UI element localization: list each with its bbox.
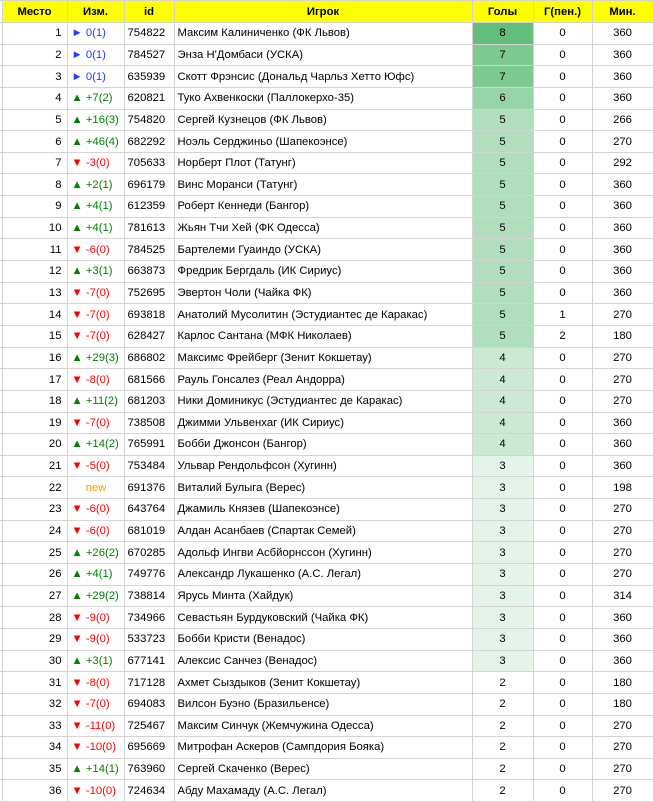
cell-id[interactable]: 724634 <box>124 780 174 802</box>
cell-player[interactable]: Алдан Асанбаев (Спартак Семей) <box>174 520 472 542</box>
cell-minutes[interactable]: 360 <box>592 196 653 218</box>
cell-place[interactable]: 16 <box>2 347 67 369</box>
cell-minutes[interactable]: 360 <box>592 23 653 45</box>
cell-goals[interactable]: 3 <box>472 455 533 477</box>
header-player[interactable]: Игрок <box>174 1 472 23</box>
cell-id[interactable]: 738814 <box>124 585 174 607</box>
cell-change[interactable]: ▼ -8(0) <box>67 672 124 694</box>
cell-minutes[interactable]: 270 <box>592 542 653 564</box>
cell-change[interactable]: ▼ -11(0) <box>67 715 124 737</box>
cell-player[interactable]: Сергей Кузнецов (ФК Львов) <box>174 109 472 131</box>
cell-penalties[interactable]: 0 <box>533 369 592 391</box>
cell-minutes[interactable]: 360 <box>592 261 653 283</box>
cell-id[interactable]: 686802 <box>124 347 174 369</box>
cell-player[interactable]: Энза Н'Домбаси (УСКА) <box>174 44 472 66</box>
cell-minutes[interactable]: 360 <box>592 628 653 650</box>
cell-change[interactable]: ▲ +2(1) <box>67 174 124 196</box>
cell-minutes[interactable]: 198 <box>592 477 653 499</box>
cell-minutes[interactable]: 360 <box>592 607 653 629</box>
cell-player[interactable]: Максимс Фрейберг (Зенит Кокшетау) <box>174 347 472 369</box>
cell-id[interactable]: 784527 <box>124 44 174 66</box>
cell-penalties[interactable]: 0 <box>533 477 592 499</box>
cell-place[interactable]: 31 <box>2 672 67 694</box>
cell-player[interactable]: Абду Махамаду (А.С. Легал) <box>174 780 472 802</box>
table-row[interactable] <box>0 412 653 434</box>
cell-change[interactable]: ▼ -10(0) <box>67 780 124 802</box>
cell-change[interactable]: ▲ +14(1) <box>67 758 124 780</box>
cell-minutes[interactable]: 266 <box>592 109 653 131</box>
cell-id[interactable]: 705633 <box>124 152 174 174</box>
cell-change[interactable]: ▼ -3(0) <box>67 152 124 174</box>
table-row[interactable] <box>0 23 653 45</box>
table-row[interactable] <box>0 109 653 131</box>
cell-player[interactable]: Анатолий Мусолитин (Эстудиантес де Каракас) <box>174 304 472 326</box>
cell-change[interactable]: ▲ +7(2) <box>67 87 124 109</box>
table-row[interactable] <box>0 66 653 88</box>
cell-minutes[interactable]: 360 <box>592 239 653 261</box>
cell-place[interactable]: 21 <box>2 455 67 477</box>
cell-change[interactable]: ▼ -7(0) <box>67 412 124 434</box>
cell-id[interactable]: 620821 <box>124 87 174 109</box>
cell-goals[interactable]: 5 <box>472 152 533 174</box>
cell-id[interactable]: 725467 <box>124 715 174 737</box>
cell-id[interactable]: 781613 <box>124 217 174 239</box>
table-row[interactable] <box>0 499 653 521</box>
cell-penalties[interactable]: 0 <box>533 585 592 607</box>
cell-player[interactable]: Эвертон Чоли (Чайка ФК) <box>174 282 472 304</box>
cell-goals[interactable]: 4 <box>472 434 533 456</box>
cell-player[interactable]: Ноэль Серджиньо (Шапекоэнсе) <box>174 131 472 153</box>
cell-minutes[interactable]: 270 <box>592 499 653 521</box>
cell-minutes[interactable]: 360 <box>592 66 653 88</box>
cell-player[interactable]: Максим Калиниченко (ФК Львов) <box>174 23 472 45</box>
cell-minutes[interactable]: 270 <box>592 715 653 737</box>
cell-goals[interactable]: 5 <box>472 174 533 196</box>
cell-penalties[interactable]: 0 <box>533 715 592 737</box>
cell-id[interactable]: 734966 <box>124 607 174 629</box>
cell-change[interactable]: ► 0(1) <box>67 44 124 66</box>
cell-place[interactable]: 36 <box>2 780 67 802</box>
cell-player[interactable]: Норберт Плот (Татунг) <box>174 152 472 174</box>
cell-place[interactable]: 11 <box>2 239 67 261</box>
cell-player[interactable]: Адольф Ингви Асбйорнссон (Хугинн) <box>174 542 472 564</box>
cell-goals[interactable]: 5 <box>472 304 533 326</box>
table-row[interactable] <box>0 564 653 586</box>
cell-id[interactable]: 784525 <box>124 239 174 261</box>
cell-place[interactable]: 6 <box>2 131 67 153</box>
cell-goals[interactable]: 2 <box>472 780 533 802</box>
table-row[interactable] <box>0 217 653 239</box>
cell-player[interactable]: Бартелеми Гуаиндо (УСКА) <box>174 239 472 261</box>
cell-change[interactable]: ▲ +4(1) <box>67 217 124 239</box>
cell-place[interactable]: 18 <box>2 390 67 412</box>
cell-penalties[interactable]: 0 <box>533 542 592 564</box>
cell-goals[interactable]: 5 <box>472 109 533 131</box>
cell-change[interactable]: ▲ +29(2) <box>67 585 124 607</box>
cell-change[interactable]: ▼ -8(0) <box>67 369 124 391</box>
cell-player[interactable]: Максим Синчук (Жемчужина Одесса) <box>174 715 472 737</box>
cell-minutes[interactable]: 360 <box>592 174 653 196</box>
cell-change[interactable]: ▼ -7(0) <box>67 325 124 347</box>
table-row[interactable] <box>0 152 653 174</box>
cell-minutes[interactable]: 270 <box>592 390 653 412</box>
table-row[interactable] <box>0 325 653 347</box>
cell-change[interactable]: ▲ +29(3) <box>67 347 124 369</box>
cell-id[interactable]: 693818 <box>124 304 174 326</box>
cell-place[interactable]: 20 <box>2 434 67 456</box>
cell-id[interactable]: 738508 <box>124 412 174 434</box>
header-change[interactable]: Изм. <box>67 1 124 23</box>
table-row[interactable] <box>0 693 653 715</box>
cell-goals[interactable]: 3 <box>472 607 533 629</box>
cell-place[interactable]: 9 <box>2 196 67 218</box>
cell-place[interactable]: 30 <box>2 650 67 672</box>
table-row[interactable] <box>0 628 653 650</box>
cell-goals[interactable]: 3 <box>472 628 533 650</box>
cell-change[interactable]: ▲ +4(1) <box>67 196 124 218</box>
header-row <box>0 1 653 23</box>
cell-id[interactable]: 749776 <box>124 564 174 586</box>
cell-place[interactable]: 1 <box>2 23 67 45</box>
cell-penalties[interactable]: 0 <box>533 607 592 629</box>
cell-place[interactable]: 8 <box>2 174 67 196</box>
cell-goals[interactable]: 4 <box>472 347 533 369</box>
cell-penalties[interactable]: 0 <box>533 628 592 650</box>
cell-place[interactable]: 10 <box>2 217 67 239</box>
cell-player[interactable]: Алексис Санчез (Венадос) <box>174 650 472 672</box>
cell-player[interactable]: Севастьян Бурдуковский (Чайка ФК) <box>174 607 472 629</box>
cell-goals[interactable]: 2 <box>472 758 533 780</box>
cell-goals[interactable]: 5 <box>472 261 533 283</box>
cell-id[interactable]: 533723 <box>124 628 174 650</box>
cell-change[interactable]: ▼ -6(0) <box>67 239 124 261</box>
header-minutes[interactable]: Мин. <box>592 1 653 23</box>
cell-penalties[interactable]: 0 <box>533 347 592 369</box>
cell-place[interactable]: 3 <box>2 66 67 88</box>
cell-id[interactable]: 691376 <box>124 477 174 499</box>
cell-penalties[interactable]: 2 <box>533 325 592 347</box>
cell-penalties[interactable]: 0 <box>533 650 592 672</box>
cell-id[interactable]: 643764 <box>124 499 174 521</box>
cell-player[interactable]: Винс Моранси (Татунг) <box>174 174 472 196</box>
cell-minutes[interactable]: 360 <box>592 87 653 109</box>
cell-goals[interactable]: 2 <box>472 737 533 759</box>
table-row[interactable] <box>0 434 653 456</box>
cell-player[interactable]: Александр Лукашенко (А.С. Легал) <box>174 564 472 586</box>
cell-change[interactable]: ▲ +46(4) <box>67 131 124 153</box>
cell-minutes[interactable]: 180 <box>592 325 653 347</box>
cell-change[interactable]: ▲ +3(1) <box>67 261 124 283</box>
cell-penalties[interactable]: 0 <box>533 520 592 542</box>
cell-minutes[interactable]: 360 <box>592 455 653 477</box>
cell-goals[interactable]: 5 <box>472 325 533 347</box>
cell-minutes[interactable]: 314 <box>592 585 653 607</box>
cell-goals[interactable]: 3 <box>472 477 533 499</box>
cell-penalties[interactable]: 0 <box>533 239 592 261</box>
cell-player[interactable]: Джамиль Князев (Шапекоэнсе) <box>174 499 472 521</box>
cell-change[interactable]: ▲ +26(2) <box>67 542 124 564</box>
cell-place[interactable]: 13 <box>2 282 67 304</box>
cell-player[interactable]: Бобби Джонсон (Бангор) <box>174 434 472 456</box>
cell-goals[interactable]: 5 <box>472 239 533 261</box>
cell-change[interactable]: ▼ -7(0) <box>67 693 124 715</box>
cell-place[interactable]: 26 <box>2 564 67 586</box>
cell-player[interactable]: Джимми Ульвенхаг (ИК Сириус) <box>174 412 472 434</box>
cell-penalties[interactable]: 0 <box>533 131 592 153</box>
cell-minutes[interactable]: 360 <box>592 434 653 456</box>
cell-minutes[interactable]: 360 <box>592 412 653 434</box>
cell-player[interactable]: Ульвар Рендольфсон (Хугинн) <box>174 455 472 477</box>
cell-player[interactable]: Ники Доминикус (Эстудиантес де Каракас) <box>174 390 472 412</box>
cell-penalties[interactable]: 0 <box>533 174 592 196</box>
cell-change[interactable]: ▼ -9(0) <box>67 628 124 650</box>
cell-place[interactable]: 12 <box>2 261 67 283</box>
table-row[interactable] <box>0 672 653 694</box>
cell-player[interactable]: Рауль Гонсалез (Реал Андорра) <box>174 369 472 391</box>
cell-player[interactable]: Карлос Сантана (МФК Николаев) <box>174 325 472 347</box>
table-row[interactable] <box>0 520 653 542</box>
cell-place[interactable]: 29 <box>2 628 67 650</box>
cell-id[interactable]: 677141 <box>124 650 174 672</box>
cell-id[interactable]: 763960 <box>124 758 174 780</box>
cell-goals[interactable]: 2 <box>472 693 533 715</box>
cell-penalties[interactable]: 0 <box>533 217 592 239</box>
cell-minutes[interactable]: 270 <box>592 780 653 802</box>
cell-change[interactable]: ▼ -7(0) <box>67 282 124 304</box>
cell-minutes[interactable]: 270 <box>592 131 653 153</box>
cell-id[interactable]: 717128 <box>124 672 174 694</box>
cell-id[interactable]: 663873 <box>124 261 174 283</box>
cell-place[interactable]: 34 <box>2 737 67 759</box>
cell-place[interactable]: 25 <box>2 542 67 564</box>
cell-goals[interactable]: 3 <box>472 650 533 672</box>
table-row[interactable] <box>0 737 653 759</box>
cell-id[interactable]: 754820 <box>124 109 174 131</box>
header-place[interactable]: Место <box>2 1 67 23</box>
cell-player[interactable]: Жьян Тчи Хей (ФК Одесса) <box>174 217 472 239</box>
cell-goals[interactable]: 4 <box>472 369 533 391</box>
cell-place[interactable]: 17 <box>2 369 67 391</box>
cell-minutes[interactable]: 270 <box>592 369 653 391</box>
table-row[interactable] <box>0 87 653 109</box>
cell-player[interactable]: Туко Ахвенкоски (Паллокерхо-35) <box>174 87 472 109</box>
cell-place[interactable]: 33 <box>2 715 67 737</box>
cell-place[interactable]: 22 <box>2 477 67 499</box>
cell-id[interactable]: 696179 <box>124 174 174 196</box>
cell-goals[interactable]: 6 <box>472 87 533 109</box>
cell-id[interactable]: 628427 <box>124 325 174 347</box>
table-row[interactable] <box>0 390 653 412</box>
cell-place[interactable]: 7 <box>2 152 67 174</box>
header-goals[interactable]: Голы <box>472 1 533 23</box>
cell-penalties[interactable]: 0 <box>533 434 592 456</box>
cell-player[interactable]: Ярусь Минта (Хайдук) <box>174 585 472 607</box>
cell-place[interactable]: 15 <box>2 325 67 347</box>
cell-change[interactable]: ▼ -9(0) <box>67 607 124 629</box>
cell-id[interactable]: 694083 <box>124 693 174 715</box>
cell-player[interactable]: Сергей Скаченко (Верес) <box>174 758 472 780</box>
cell-player[interactable]: Роберт Кеннеди (Бангор) <box>174 196 472 218</box>
table-row[interactable] <box>0 282 653 304</box>
cell-place[interactable]: 23 <box>2 499 67 521</box>
cell-goals[interactable]: 4 <box>472 390 533 412</box>
cell-id[interactable]: 765991 <box>124 434 174 456</box>
cell-goals[interactable]: 3 <box>472 564 533 586</box>
cell-player[interactable]: Вилсон Буэно (Бразильенсе) <box>174 693 472 715</box>
table-row[interactable] <box>0 304 653 326</box>
cell-change[interactable]: ▲ +16(3) <box>67 109 124 131</box>
cell-id[interactable]: 695669 <box>124 737 174 759</box>
table-row[interactable] <box>0 780 653 802</box>
table-row[interactable] <box>0 196 653 218</box>
cell-place[interactable]: 4 <box>2 87 67 109</box>
cell-penalties[interactable]: 0 <box>533 152 592 174</box>
cell-id[interactable]: 753484 <box>124 455 174 477</box>
cell-penalties[interactable]: 0 <box>533 693 592 715</box>
cell-player[interactable]: Виталий Булыга (Верес) <box>174 477 472 499</box>
cell-minutes[interactable]: 270 <box>592 737 653 759</box>
cell-goals[interactable]: 5 <box>472 282 533 304</box>
cell-goals[interactable]: 3 <box>472 499 533 521</box>
table-row[interactable] <box>0 715 653 737</box>
cell-place[interactable]: 28 <box>2 607 67 629</box>
cell-penalties[interactable]: 0 <box>533 499 592 521</box>
cell-change[interactable]: ► 0(1) <box>67 23 124 45</box>
cell-change[interactable]: ▲ +14(2) <box>67 434 124 456</box>
cell-goals[interactable]: 5 <box>472 196 533 218</box>
cell-id[interactable]: 754822 <box>124 23 174 45</box>
cell-minutes[interactable]: 270 <box>592 758 653 780</box>
cell-place[interactable]: 35 <box>2 758 67 780</box>
cell-minutes[interactable]: 360 <box>592 650 653 672</box>
cell-change[interactable]: ▼ -6(0) <box>67 520 124 542</box>
cell-penalties[interactable]: 0 <box>533 196 592 218</box>
cell-penalties[interactable]: 0 <box>533 66 592 88</box>
cell-penalties[interactable]: 0 <box>533 261 592 283</box>
cell-minutes[interactable]: 270 <box>592 520 653 542</box>
cell-goals[interactable]: 2 <box>472 672 533 694</box>
cell-penalties[interactable]: 0 <box>533 87 592 109</box>
cell-change[interactable]: ▲ +3(1) <box>67 650 124 672</box>
cell-id[interactable]: 752695 <box>124 282 174 304</box>
cell-id[interactable]: 635939 <box>124 66 174 88</box>
cell-penalties[interactable]: 0 <box>533 109 592 131</box>
cell-id[interactable]: 612359 <box>124 196 174 218</box>
header-id[interactable]: id <box>124 1 174 23</box>
cell-id[interactable]: 670285 <box>124 542 174 564</box>
cell-minutes[interactable]: 360 <box>592 217 653 239</box>
cell-place[interactable]: 32 <box>2 693 67 715</box>
cell-minutes[interactable]: 360 <box>592 282 653 304</box>
cell-change[interactable]: ▲ +4(1) <box>67 564 124 586</box>
cell-id[interactable]: 682292 <box>124 131 174 153</box>
cell-change[interactable]: ▼ -10(0) <box>67 737 124 759</box>
cell-place[interactable]: 2 <box>2 44 67 66</box>
cell-change[interactable]: ▲ +11(2) <box>67 390 124 412</box>
cell-id[interactable]: 681566 <box>124 369 174 391</box>
cell-place[interactable]: 14 <box>2 304 67 326</box>
table-row[interactable] <box>0 239 653 261</box>
cell-place[interactable]: 27 <box>2 585 67 607</box>
cell-minutes[interactable]: 292 <box>592 152 653 174</box>
cell-penalties[interactable]: 0 <box>533 737 592 759</box>
cell-minutes[interactable]: 180 <box>592 693 653 715</box>
cell-change[interactable]: ▼ -7(0) <box>67 304 124 326</box>
table-row[interactable] <box>0 542 653 564</box>
cell-change[interactable]: new <box>67 477 124 499</box>
table-row[interactable] <box>0 261 653 283</box>
table-row[interactable] <box>0 585 653 607</box>
cell-penalties[interactable]: 0 <box>533 564 592 586</box>
cell-id[interactable]: 681203 <box>124 390 174 412</box>
cell-penalties[interactable]: 0 <box>533 44 592 66</box>
cell-goals[interactable]: 2 <box>472 715 533 737</box>
cell-penalties[interactable]: 0 <box>533 282 592 304</box>
table-row[interactable] <box>0 455 653 477</box>
cell-goals[interactable]: 3 <box>472 542 533 564</box>
cell-change[interactable]: ▼ -5(0) <box>67 455 124 477</box>
cell-player[interactable]: Скотт Фрэнсис (Дональд Чарльз Хеттo Юфс) <box>174 66 472 88</box>
table-row[interactable] <box>0 369 653 391</box>
cell-change[interactable]: ► 0(1) <box>67 66 124 88</box>
cell-goals[interactable]: 7 <box>472 44 533 66</box>
table-row[interactable] <box>0 174 653 196</box>
cell-player[interactable]: Ахмет Сыздыков (Зенит Кокшетау) <box>174 672 472 694</box>
cell-penalties[interactable]: 0 <box>533 23 592 45</box>
cell-player[interactable]: Бобби Кристи (Венадос) <box>174 628 472 650</box>
cell-minutes[interactable]: 360 <box>592 44 653 66</box>
table-row[interactable] <box>0 477 653 499</box>
cell-place[interactable]: 24 <box>2 520 67 542</box>
cell-goals[interactable]: 5 <box>472 131 533 153</box>
cell-minutes[interactable]: 270 <box>592 304 653 326</box>
cell-minutes[interactable]: 180 <box>592 672 653 694</box>
cell-penalties[interactable]: 0 <box>533 455 592 477</box>
cell-goals[interactable]: 4 <box>472 412 533 434</box>
table-row[interactable] <box>0 44 653 66</box>
cell-penalties[interactable]: 1 <box>533 304 592 326</box>
cell-goals[interactable]: 3 <box>472 585 533 607</box>
table-row[interactable] <box>0 131 653 153</box>
table-row[interactable] <box>0 650 653 672</box>
header-penalties[interactable]: Г(пен.) <box>533 1 592 23</box>
cell-player[interactable]: Фредрик Бергдаль (ИК Сириус) <box>174 261 472 283</box>
cell-minutes[interactable]: 270 <box>592 564 653 586</box>
table-body <box>0 23 653 802</box>
cell-goals[interactable]: 3 <box>472 520 533 542</box>
cell-penalties[interactable]: 0 <box>533 672 592 694</box>
cell-goals[interactable]: 5 <box>472 217 533 239</box>
cell-player[interactable]: Митрофан Аскеров (Сампдория Бояка) <box>174 737 472 759</box>
table-row[interactable] <box>0 607 653 629</box>
cell-penalties[interactable]: 0 <box>533 390 592 412</box>
cell-goals[interactable]: 8 <box>472 23 533 45</box>
cell-change[interactable]: ▼ -6(0) <box>67 499 124 521</box>
cell-place[interactable]: 5 <box>2 109 67 131</box>
cell-place[interactable]: 19 <box>2 412 67 434</box>
cell-penalties[interactable]: 0 <box>533 780 592 802</box>
table-row[interactable] <box>0 347 653 369</box>
cell-penalties[interactable]: 0 <box>533 758 592 780</box>
cell-minutes[interactable]: 270 <box>592 347 653 369</box>
cell-id[interactable]: 681019 <box>124 520 174 542</box>
cell-penalties[interactable]: 0 <box>533 412 592 434</box>
table-row[interactable] <box>0 758 653 780</box>
cell-goals[interactable]: 7 <box>472 66 533 88</box>
